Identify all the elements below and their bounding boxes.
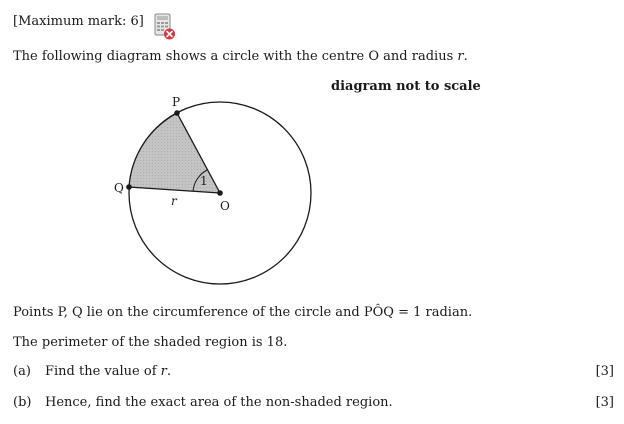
point-p [174, 110, 180, 116]
point-q [126, 184, 132, 190]
no-calculator-icon [154, 13, 176, 41]
label-q: Q [114, 181, 124, 195]
radius-variable: r [457, 49, 464, 64]
points-suffix: = 1 radian. [393, 305, 473, 320]
question-a-marks: [3] [595, 364, 614, 379]
question-b [13, 395, 393, 411]
question-a-suffix: . [166, 364, 172, 379]
question-b-marks: [3] [595, 395, 614, 410]
max-mark [13, 14, 144, 30]
max-mark-text: [Maximum mark: 6] [13, 14, 144, 29]
question-a-prefix: Find the value of [45, 364, 161, 379]
intro-suffix: . [463, 49, 468, 64]
intro-text [13, 49, 468, 65]
point-o [217, 190, 223, 196]
question-a-variable: r [160, 364, 167, 379]
question-b-text: Hence, find the exact area of the non-shaded region. [45, 395, 393, 410]
question-a-label: (a) [13, 364, 31, 379]
question-b-label: (b) [13, 395, 32, 410]
intro-prefix: The following diagram shows a circle with the centre O and radius [13, 49, 458, 64]
points-prefix: Points P, Q lie on the circumference of the circle and [13, 305, 364, 320]
label-o: O [220, 199, 230, 213]
points-text [13, 305, 472, 321]
label-r: r [171, 194, 177, 208]
angle-name: PÔQ [363, 305, 394, 320]
perimeter-text: The perimeter of the shaded region is 18. [13, 335, 288, 350]
circle-diagram [100, 90, 320, 290]
scale-note: diagram not to scale [331, 79, 481, 94]
question-a [13, 364, 171, 380]
label-p: P [172, 95, 181, 109]
label-angle: 1 [200, 174, 208, 188]
